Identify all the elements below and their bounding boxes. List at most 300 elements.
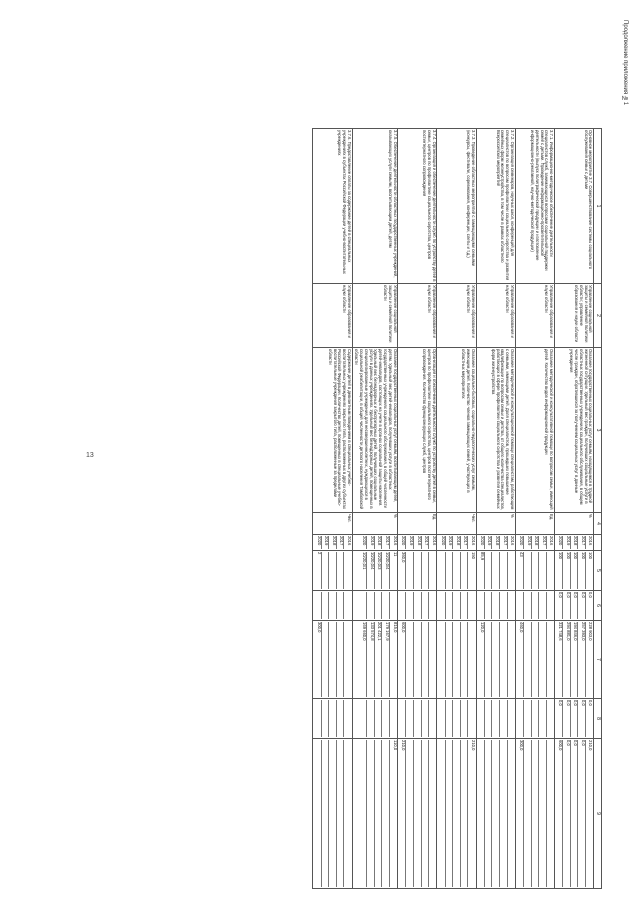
cell-value	[421, 700, 429, 737]
header-cell-years	[594, 535, 602, 551]
cell-value: 0,0	[562, 740, 570, 887]
cell-value	[343, 740, 351, 887]
cell-value: 2019	[445, 536, 453, 549]
cell-value	[413, 552, 421, 589]
cell-value	[484, 592, 492, 619]
cell-value: 100	[558, 552, 564, 559]
cell-value: 2018	[491, 536, 499, 549]
cell-value	[321, 592, 329, 619]
cell-value	[452, 552, 460, 589]
cell-years	[515, 535, 554, 551]
cell-value	[516, 700, 523, 737]
cell-value	[328, 592, 336, 619]
cell-c4: Ед.	[398, 513, 437, 535]
cell-v5	[398, 551, 437, 591]
cell-value	[467, 592, 475, 619]
cell-years	[437, 535, 476, 551]
cell-value	[314, 740, 321, 887]
cell-value	[499, 700, 507, 737]
cell-value: 100	[585, 552, 593, 589]
cell-c2: Управление образования и науки области	[398, 284, 437, 348]
cell-value	[452, 740, 460, 887]
cell-value: 2017	[460, 536, 468, 549]
cell-value	[428, 592, 436, 619]
cell-value: 10/20,0/1	[362, 552, 368, 570]
header-cell: 7	[594, 621, 602, 699]
cell-value	[374, 592, 382, 619]
cell-value	[507, 622, 515, 697]
cell-value	[421, 622, 429, 697]
cell-value: 2016	[546, 536, 554, 549]
cell-value	[343, 622, 351, 697]
cell-value: 257 393,0	[577, 622, 585, 697]
cell-value	[507, 592, 515, 619]
cell-value	[374, 700, 382, 737]
cell-value: 2018	[328, 536, 336, 549]
cell-value	[538, 592, 546, 619]
cell-v8	[554, 699, 593, 739]
cell-value	[421, 552, 429, 589]
cell-value: 460,0	[518, 622, 524, 633]
cell-value: 294 881,0	[562, 622, 570, 697]
cell-c4: %	[554, 513, 593, 535]
cell-v8	[398, 699, 437, 739]
cell-c2: Управление социальной защиты и семейной политики области; управление образования и науки области	[554, 284, 593, 348]
cell-value: 2020	[401, 536, 407, 546]
cell-value	[546, 622, 554, 697]
cell-c1: 3.7.5. Обеспечение деятельности областных государственных учреждений, оказывающих услуги семьям, воспитывающим детей, детям	[352, 129, 398, 284]
cell-value	[460, 700, 468, 737]
cell-value: 360,0	[401, 552, 407, 563]
cell-c4: Чел.	[437, 513, 476, 535]
cell-value	[438, 622, 445, 697]
header-cell: 8	[594, 699, 602, 739]
cell-value	[445, 592, 453, 619]
table-row	[398, 129, 437, 889]
cell-c4: %	[352, 513, 398, 535]
cell-value	[336, 700, 344, 737]
cell-value	[428, 700, 436, 737]
cell-value: 2017	[577, 536, 585, 549]
cell-value	[321, 552, 329, 589]
cell-value	[421, 592, 429, 619]
cell-value	[460, 740, 468, 887]
cell-v9	[437, 739, 476, 889]
cell-value: 300,0	[316, 622, 322, 633]
cell-value	[477, 592, 484, 619]
cell-years	[476, 535, 515, 551]
cell-value	[438, 592, 445, 619]
cell-v6	[476, 591, 515, 621]
cell-value	[491, 700, 499, 737]
cell-value	[452, 592, 460, 619]
cell-value: 2020	[440, 536, 446, 546]
cell-value	[491, 740, 499, 887]
cell-v6	[313, 591, 352, 621]
cell-v7	[313, 621, 352, 699]
cell-value: 2019	[405, 536, 413, 549]
cell-value: 2017	[421, 536, 429, 549]
cell-value: 169 660,0	[362, 622, 368, 641]
cell-c1: 3.7.1. Информационно-методическое обеспечение деятельности специалистов служб, занимающихся вопросами социальной поддержки семей с детьми. Проведение информационно-просветительской деятельности (выпуск полиграфической продукции и изготовление информационно-рекламной, научно-методической продукции)	[515, 129, 554, 284]
cell-value: 2016	[585, 536, 593, 549]
cell-value	[321, 740, 329, 887]
cell-value: 110,0	[389, 740, 397, 887]
cell-value: 210,0	[467, 740, 475, 887]
cell-value	[499, 622, 507, 697]
cell-value: 228 903,0	[585, 622, 593, 697]
page-number: 13	[86, 452, 94, 459]
cell-c2: Управление образования и науки области	[515, 284, 554, 348]
header-cell: 3	[594, 348, 602, 513]
cell-value: 2019	[321, 536, 329, 549]
table-row	[352, 129, 398, 889]
cell-v8	[476, 699, 515, 739]
cell-value: 2020	[316, 536, 322, 546]
cell-value: 0,0	[577, 700, 585, 737]
cell-value	[413, 740, 421, 887]
cell-value	[484, 552, 492, 589]
cell-value	[467, 700, 475, 737]
table-row	[554, 129, 593, 889]
cell-v6	[554, 591, 593, 621]
cell-value	[405, 622, 413, 697]
cell-value: 2018	[413, 536, 421, 549]
continuation-note: Продолжение приложения №1	[622, 20, 628, 106]
cell-value	[477, 740, 484, 887]
cell-value	[405, 552, 413, 589]
cell-c2: Управление образования и науки области	[437, 284, 476, 348]
cell-value	[445, 552, 453, 589]
cell-value: 179 167,9	[382, 622, 390, 697]
cell-value: 10/20,0/3	[374, 552, 382, 589]
cell-c3: Организация и обеспечение деятельности служб по устройству детей в семьи, центров по профилактике социального сиротства, центров постинтернатного сопровождения. Количество функционирующих служб, центров	[398, 348, 437, 513]
cell-value: 2019	[562, 536, 570, 549]
cell-value	[499, 740, 507, 887]
cell-v8	[437, 699, 476, 739]
cell-v6	[352, 591, 398, 621]
cell-c4: Чел.	[313, 513, 352, 535]
cell-value	[507, 700, 515, 737]
cell-value	[460, 592, 468, 619]
cell-v7	[352, 621, 398, 699]
cell-value: 0,0	[577, 740, 585, 887]
cell-value: 321 748,6	[558, 622, 564, 641]
cell-c1: 3.7.4. Организация и обеспечение деятельности служб по устройству детей в семьи, центров по профилактике социального сиротства, центров постинтернатного сопровождения	[398, 129, 437, 284]
cell-v7	[437, 621, 476, 699]
cell-value	[438, 740, 445, 887]
cell-value	[399, 592, 406, 619]
cell-value	[507, 740, 515, 887]
cell-v8	[313, 699, 352, 739]
cell-v9	[398, 739, 437, 889]
cell-value	[491, 552, 499, 589]
cell-value: 2016	[428, 536, 436, 549]
cell-value	[428, 552, 436, 589]
cell-value: 120,0	[479, 622, 485, 633]
cell-value	[314, 700, 321, 737]
header-cell: 2	[594, 284, 602, 348]
cell-value	[336, 622, 344, 697]
cell-value	[428, 740, 436, 887]
cell-value	[438, 552, 445, 589]
cell-value	[484, 740, 492, 887]
rotated-table-frame	[27, 128, 602, 888]
cell-value	[382, 700, 390, 737]
cell-value	[538, 552, 546, 589]
cell-value: 2017	[538, 536, 546, 549]
cell-value	[538, 740, 546, 887]
table-row	[313, 129, 352, 889]
cell-v7	[515, 621, 554, 699]
cell-value	[382, 740, 390, 887]
cell-value: 2020	[558, 536, 564, 546]
cell-value: 2019	[523, 536, 531, 549]
cell-value	[523, 592, 531, 619]
cell-value	[546, 592, 554, 619]
cell-c1: 3.7.6. Предоставление оплаты за содержание детей в специальных учреждениях в субъектах Российской Федерации учебно-воспитательных учреждениях	[313, 129, 352, 284]
cell-v9	[515, 739, 554, 889]
cell-value: 815,0	[389, 622, 397, 697]
cell-value: 2017	[499, 536, 507, 549]
cell-v5	[352, 551, 398, 591]
cell-v6	[515, 591, 554, 621]
cell-value: 600,0	[401, 622, 407, 633]
cell-value	[491, 622, 499, 697]
cell-value: 600,0	[558, 740, 564, 751]
header-cell: 1	[594, 129, 602, 284]
cell-value	[531, 740, 539, 887]
cell-value	[546, 700, 554, 737]
cell-value	[389, 700, 397, 737]
cell-value	[366, 592, 374, 619]
cell-v9	[313, 739, 352, 889]
cell-value	[336, 552, 344, 589]
cell-value	[546, 552, 554, 589]
cell-value	[467, 622, 475, 697]
cell-value	[516, 592, 523, 619]
cell-value: 300,0	[518, 740, 524, 751]
table-row	[515, 129, 554, 889]
cell-years	[313, 535, 352, 551]
cell-v8	[515, 699, 554, 739]
cell-value: 2016	[507, 536, 515, 549]
cell-value: 10/20,0/4	[366, 552, 374, 589]
cell-value: 2020	[362, 536, 368, 546]
cell-value	[336, 740, 344, 887]
cell-v8	[352, 699, 398, 739]
cell-value	[405, 700, 413, 737]
cell-v5	[476, 551, 515, 591]
cell-v7	[476, 621, 515, 699]
table-row	[476, 129, 515, 889]
cell-value	[343, 700, 351, 737]
cell-v7	[554, 621, 593, 699]
cell-value	[499, 552, 507, 589]
cell-value	[314, 592, 321, 619]
cell-value: 0,0	[562, 592, 570, 619]
cell-value: 2016	[343, 536, 351, 549]
cell-v6	[398, 591, 437, 621]
cell-c3: Оказание социально-бытовых, социально-педагогических услуг семьям, имеющим детей. Количество членов замещающих семей, участвующих в областных мероприятиях	[437, 348, 476, 513]
cell-value: 2016	[467, 536, 475, 549]
cell-value: 100	[562, 552, 570, 589]
header-cell: 6	[594, 591, 602, 621]
cell-value	[399, 700, 406, 737]
cell-value	[531, 552, 539, 589]
cell-value	[484, 622, 492, 697]
cell-value	[413, 592, 421, 619]
cell-value	[452, 622, 460, 697]
cell-value	[484, 700, 492, 737]
cell-value	[531, 622, 539, 697]
cell-value	[507, 552, 515, 589]
cell-c4: Ед.	[515, 513, 554, 535]
cell-value: 2	[316, 552, 322, 555]
cell-value: 2018	[570, 536, 578, 549]
cell-value	[445, 622, 453, 697]
cell-value	[389, 592, 397, 619]
cell-value: 0,0	[570, 740, 578, 887]
cell-value: 0,0	[558, 592, 564, 598]
cell-value	[336, 592, 344, 619]
cell-value: 0,0	[585, 592, 593, 619]
cell-value	[499, 592, 507, 619]
cell-value: 133 574,8	[366, 622, 374, 697]
cell-value	[360, 700, 367, 737]
cell-c4: %	[476, 513, 515, 535]
cell-c2: Управление социальной защиты и семейной политики области	[352, 284, 398, 348]
cell-v5	[515, 551, 554, 591]
cell-v9	[554, 739, 593, 889]
cell-value: 150	[467, 552, 475, 589]
cell-value: 0,0	[558, 700, 564, 706]
cell-c3: Оказание методической и консультативной помощи по вопросам семьи, имеющей детей. Количество видов информационной продукции	[515, 348, 554, 513]
cell-value: 210,0	[585, 740, 593, 887]
cell-v7	[398, 621, 437, 699]
cell-value: 201 422,1	[374, 622, 382, 697]
cell-value	[328, 740, 336, 887]
cell-value: 2017	[382, 536, 390, 549]
cell-value	[382, 592, 390, 619]
cell-value: 100	[570, 552, 578, 589]
cell-c3: Оказание государственных социальных услуг семьям, воспитывающим детей, детям. Удельный вес детей-инвалидов, получивших услуги в областных государственных учреждениях социального обслуживания, в общей численности детей-инвалидов, состоящих на учете в органах социальной защиты населения. Удельный вес безнадзорных и беспризорных детей, получивших социальные услуги в данных учреждениях. Удельный вес безнадзорных детей, помещенных в специализированные учреждения для несовершеннолетних, нуждающихся в социальной реабилитации, в общей численности детского населения Тамбовской области	[352, 348, 398, 513]
cell-c2: Управление образования и науки области	[476, 284, 515, 348]
program-table	[312, 128, 602, 889]
cell-value	[452, 700, 460, 737]
cell-value	[328, 552, 336, 589]
cell-value	[428, 622, 436, 697]
cell-value: 0,0	[570, 592, 578, 619]
cell-value: 85,9	[479, 552, 485, 561]
cell-value: 2018	[374, 536, 382, 549]
cell-value: 0,0	[562, 700, 570, 737]
header-cell: 5	[594, 551, 602, 591]
cell-value: 2019	[484, 536, 492, 549]
cell-value	[445, 700, 453, 737]
cell-years	[554, 535, 593, 551]
cell-value	[491, 592, 499, 619]
cell-v6	[437, 591, 476, 621]
cell-value: 0,0	[570, 700, 578, 737]
cell-value	[523, 740, 531, 887]
cell-years	[398, 535, 437, 551]
cell-value	[477, 700, 484, 737]
cell-value: 2020	[518, 536, 524, 546]
cell-value: 11	[389, 552, 397, 589]
cell-value	[343, 592, 351, 619]
cell-c3: Оказание государственных социальных услуг семьям, находящимся в трудной жизненной ситуации. Удельный вес граждан, получивших социальные услуги в областных государственных учреждениях социального обслуживания, в общем числе граждан, обратившихся за получением социальных услуг в данные учреждения	[554, 348, 593, 513]
cell-value: 2016	[389, 536, 397, 549]
cell-value	[360, 740, 367, 887]
cell-value	[523, 552, 531, 589]
cell-value: 210,0	[401, 740, 407, 751]
cell-value	[523, 622, 531, 697]
cell-value: 100	[577, 552, 585, 589]
cell-value	[413, 700, 421, 737]
cell-value	[413, 622, 421, 697]
cell-value	[360, 592, 367, 619]
cell-value	[321, 622, 329, 697]
cell-v9	[476, 739, 515, 889]
cell-value	[438, 700, 445, 737]
cell-value	[366, 740, 374, 887]
cell-c1: 3.7.3. Проведение областных мероприятий с замещающими семьями (конкурсы, фестивали, соревнования, конференции, слеты и т.д.)	[437, 129, 476, 284]
cell-v5	[554, 551, 593, 591]
cell-value: 43	[518, 552, 524, 557]
cell-value	[405, 740, 413, 887]
cell-value	[445, 740, 453, 887]
cell-value: 2018	[452, 536, 460, 549]
cell-c3: Содержание детей в девиантным поведением в специальных учебно-воспитательных учреждениях закрытого типа, расположенных в других субъектах Российской Федерации. Количество детей, помещенных в специальные учебно-воспитательные учреждения закрытого типа, расположенные за пределами области	[313, 348, 352, 513]
cell-value	[531, 700, 539, 737]
cell-value: 0,0	[577, 592, 585, 619]
cell-c1: 3.7.2. Организация семинаров, научных школ, конференций для специалистов по вопросам профилактики социального сиротства и развития семейных форм жизнеустройства, в том числе в рамках областного Всероссийских мероприятий	[476, 129, 515, 284]
cell-value	[546, 740, 554, 887]
header-cell: 9	[594, 739, 602, 889]
table-body	[313, 129, 594, 889]
cell-value	[421, 740, 429, 887]
cell-value	[460, 552, 468, 589]
cell-v5	[437, 551, 476, 591]
header-cell: 4	[594, 513, 602, 535]
header-row	[594, 129, 602, 889]
cell-value: 2017	[336, 536, 344, 549]
cell-value: 2018	[531, 536, 539, 549]
cell-value: 10/20,0/4	[382, 552, 390, 589]
cell-value	[343, 552, 351, 589]
cell-value	[531, 592, 539, 619]
cell-value: 194 846,0	[570, 622, 578, 697]
table-row	[437, 129, 476, 889]
cell-value	[328, 622, 336, 697]
cell-value: 2020	[479, 536, 485, 546]
cell-value	[366, 700, 374, 737]
cell-value: 0,0	[585, 700, 593, 737]
cell-value	[538, 700, 546, 737]
cell-c3: Оказание методической и консультационной помощи специалистам, работающим с семьями, имеющими детей. Доля специалистов, прошедших повышение квалификации по вопросам семьи и детства, от общего количества специалистов, работающих в сфере профилактики социального сиротства и развития семейных форм жизнеустройства	[476, 348, 515, 513]
cell-value	[538, 622, 546, 697]
cell-value	[405, 592, 413, 619]
cell-value	[328, 700, 336, 737]
cell-v9	[352, 739, 398, 889]
cell-value	[374, 740, 382, 887]
cell-value	[321, 700, 329, 737]
cell-c2: Управление образования и науки области	[313, 284, 352, 348]
cell-value: 2019	[366, 536, 374, 549]
cell-c1: Основное мероприятие 3.7. Совершенствование системы социального обслуживания семьи с детьми	[554, 129, 593, 284]
cell-value	[523, 700, 531, 737]
